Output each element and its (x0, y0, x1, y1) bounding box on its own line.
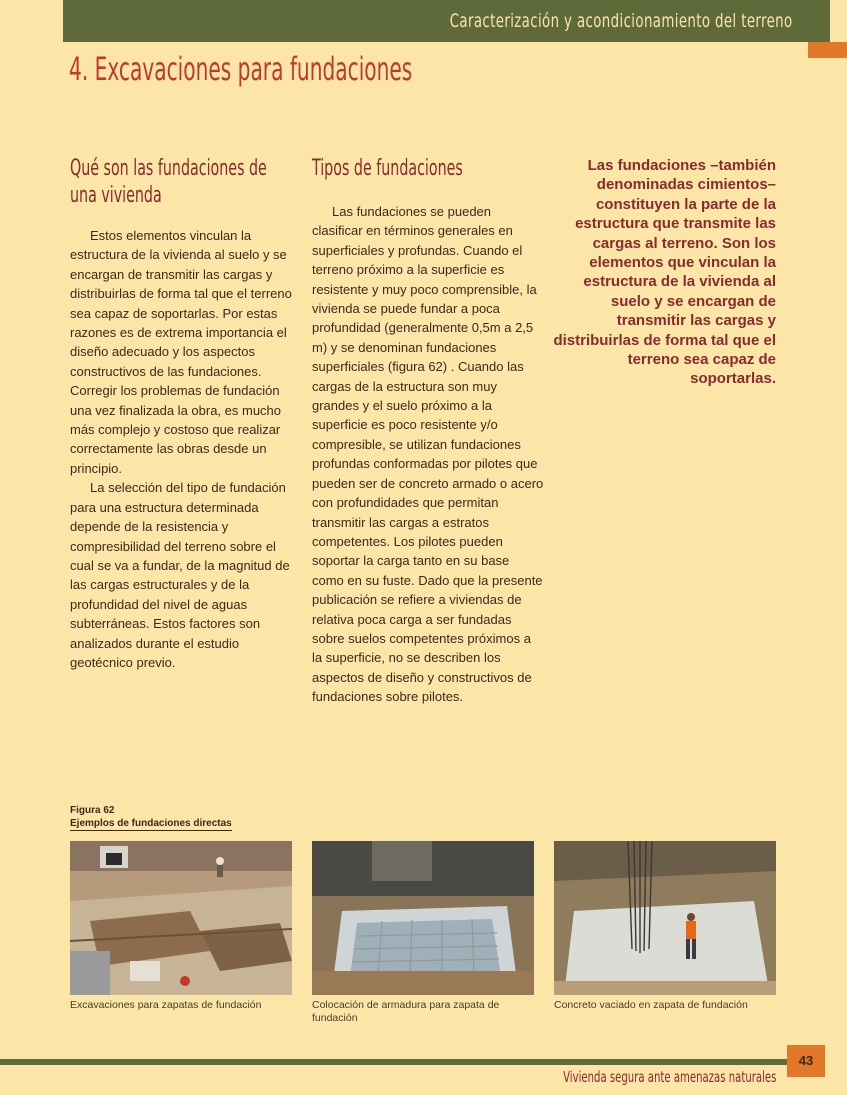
figure-label (70, 804, 232, 831)
section-body-what-are-foundations (70, 226, 292, 672)
paragraph: Las fundaciones se pueden clasificar en términos generales en superficiales y profundas. Cuando el terreno próximo a la superficie es resistente y muy poco comprensible, la vivienda se puede fundar a poca profundidad (generalmente 0,5m a 2,5 m) y se denominan fundaciones superficiales (figura 62) . Cuando las cargas de la estructura son muy grandes y el suelo próximo a la superficie es poco resistente y/o compresible, se utilizan fundaciones profundas conformadas por pilotes que pueden ser de concreto armado o acero con profundidades que permitan transmitir las cargas a estratos competentes. Los pilotes pueden soportar la carga tanto en su base como en su fuste. Dado que la presente publicación se refiere a viviendas de relativa poca carga a ser fundadas sobre suelos competentes próximos a la superficie, no se describen los aspectos de diseño y constructivos de fundaciones sobre pilotes. (312, 204, 544, 705)
page-number: 43 (787, 1045, 825, 1077)
footer-rule (0, 1059, 787, 1065)
photo-rebar-placement (312, 841, 534, 995)
photo-caption: Excavaciones para zapatas de fundación (70, 999, 262, 1011)
header-title: Caracterización y acondicionamiento del terreno (450, 10, 793, 32)
column-what-are-foundations (70, 155, 292, 672)
footer-publication-title: Vivienda segura ante amenazas naturales (562, 1068, 776, 1086)
section-body-foundation-types (312, 202, 544, 707)
chapter-title: 4. Excavaciones para fundaciones (69, 50, 413, 88)
photo-excavation (70, 841, 292, 995)
section-title-foundation-types: Tipos de fundaciones (312, 156, 463, 181)
header-accent-tab (808, 42, 847, 58)
photo-caption: Concreto vaciado en zapata de fundación (554, 999, 748, 1011)
figure-number: Figura 62 (70, 805, 115, 816)
photo-concrete-poured (554, 841, 776, 995)
column-foundation-types (312, 155, 544, 707)
paragraph: Estos elementos vinculan la estructura de la vivienda al suelo y se encargan de transmitir las cargas y distribuirlas de forma tal que el terreno sea capaz de soportarlas. Por estas razones es de extrema importancia el diseño adecuado y los aspectos constructivos de las fundaciones. Corregir los problemas de fundación una vez finalizada la obra, es mucho más complejo y costoso que realizar correctamente las obras desde un principio. (70, 228, 292, 476)
photo-caption: Colocación de armadura para zapata de fundación (312, 999, 500, 1024)
section-title-what-are-foundations: Qué son las fundaciones de una vivienda (70, 156, 267, 208)
pullquote: Las fundaciones –también denominadas cimientos– constituyen la parte de la estructura que transmite las cargas al terreno. Son los elementos que vinculan la estructura de la vivienda al suelo y se encargan de transmitir las cargas y distribuirlas de forma tal que el terreno sea capaz de soportarlas. (553, 157, 776, 388)
figure-title: Ejemplos de fundaciones directas (70, 818, 232, 829)
paragraph: La selección del tipo de fundación para una estructura determinada depende de la resistencia y compresibilidad del terreno sobre el cual se va a fundar, de la magnitud de las cargas estructurales y de la profundidad del nivel de aguas subterráneas. Estos factores son analizados durante el estudio geotécnico previo. (70, 480, 290, 670)
